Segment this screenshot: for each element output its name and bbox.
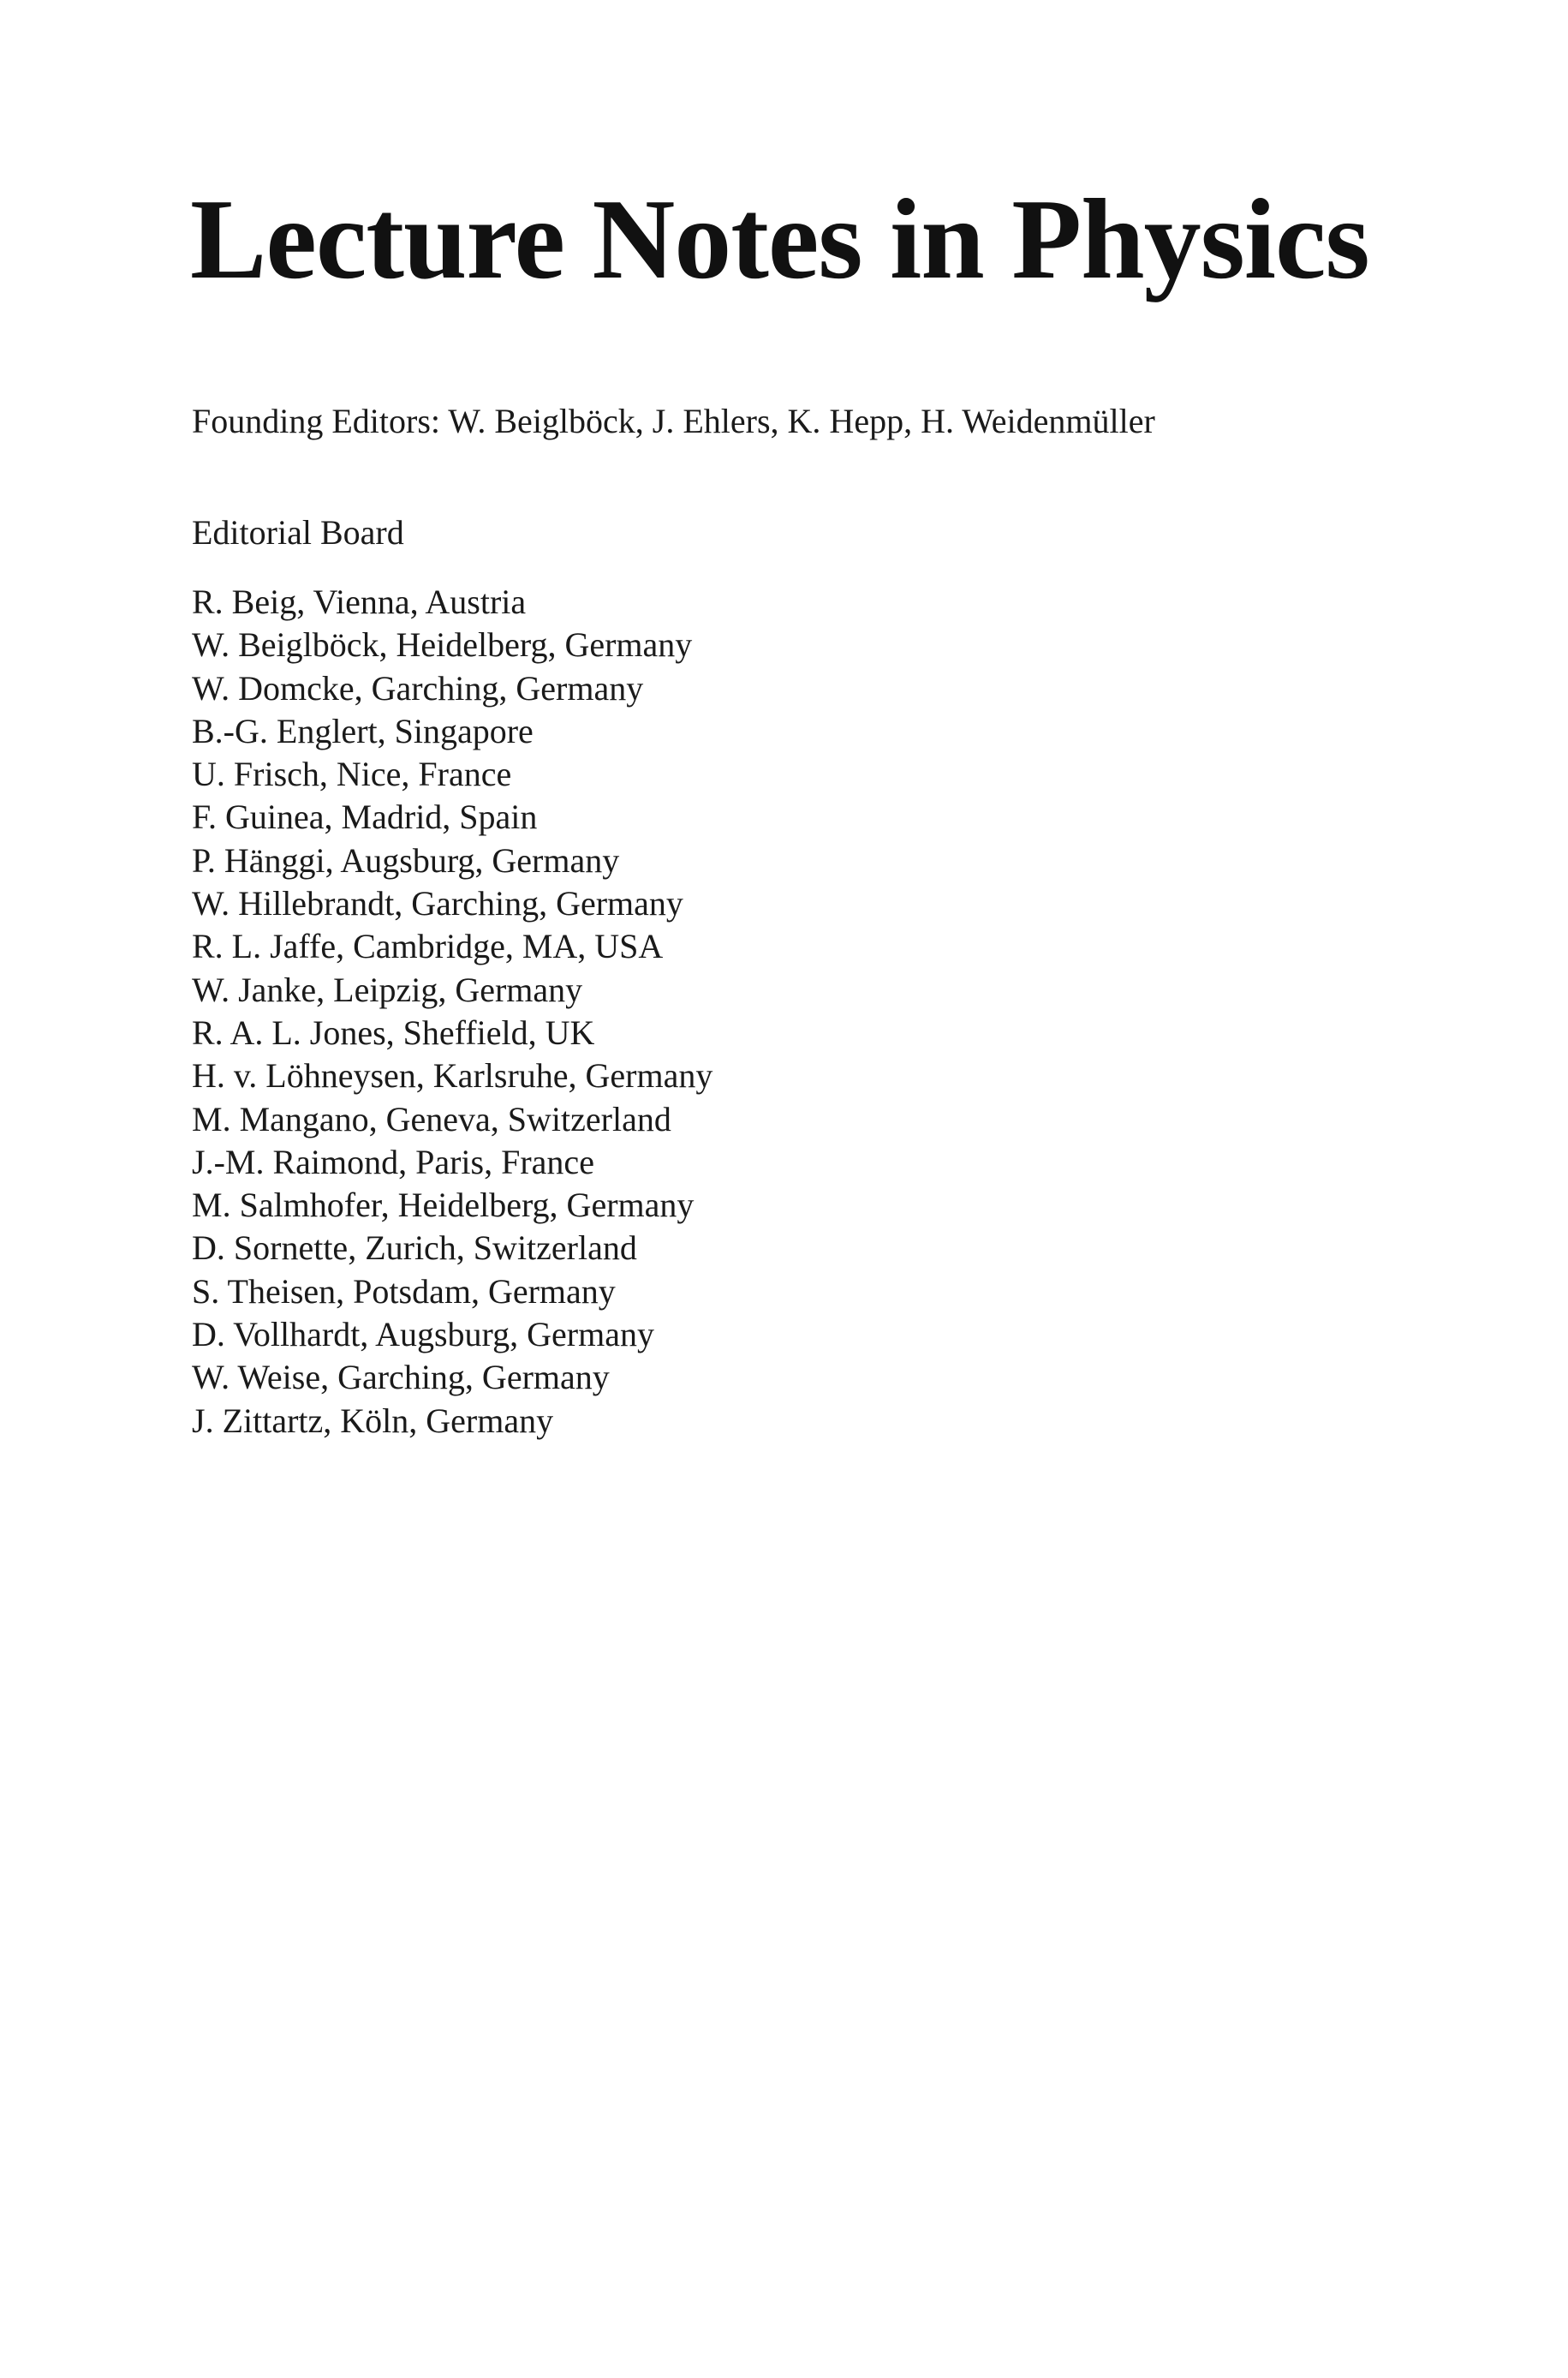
board-member: S. Theisen, Potsdam, Germany	[192, 1271, 616, 1311]
board-member: W. Hillebrandt, Garching, Germany	[192, 884, 683, 923]
board-member: W. Domcke, Garching, Germany	[192, 668, 644, 708]
board-member: J.-M. Raimond, Paris, France	[192, 1142, 594, 1181]
board-member: M. Salmhofer, Heidelberg, Germany	[192, 1186, 695, 1225]
board-member: B.-G. Englert, Singapore	[192, 711, 534, 750]
founding-editors: Founding Editors: W. Beiglböck, J. Ehlers, K. Hepp, H. Weidenmüller	[192, 402, 1155, 440]
editorial-board-heading: Editorial Board	[192, 513, 404, 552]
board-member: W. Beiglböck, Heidelberg, Germany	[192, 625, 693, 665]
board-member: F. Guinea, Madrid, Spain	[192, 798, 538, 837]
board-member: R. A. L. Jones, Sheffield, UK	[192, 1013, 595, 1052]
editorial-board-list	[192, 581, 712, 1443]
board-member: W. Janke, Leipzig, Germany	[192, 970, 583, 1009]
board-member: D. Sornette, Zurich, Switzerland	[192, 1228, 637, 1268]
board-member: D. Vollhardt, Augsburg, Germany	[192, 1315, 654, 1354]
board-member: W. Weise, Garching, Germany	[192, 1358, 610, 1397]
board-member: U. Frisch, Nice, France	[192, 755, 512, 794]
board-member: R. L. Jaffe, Cambridge, MA, USA	[192, 927, 664, 966]
board-member: P. Hänggi, Augsburg, Germany	[192, 840, 620, 880]
board-member: M. Mangano, Geneva, Switzerland	[192, 1099, 671, 1138]
board-member: J. Zittartz, Köln, Germany	[192, 1401, 554, 1440]
board-member: H. v. Löhneysen, Karlsruhe, Germany	[192, 1056, 713, 1096]
series-title: Lecture Notes in Physics	[190, 176, 1369, 302]
board-member: R. Beig, Vienna, Austria	[192, 583, 527, 621]
